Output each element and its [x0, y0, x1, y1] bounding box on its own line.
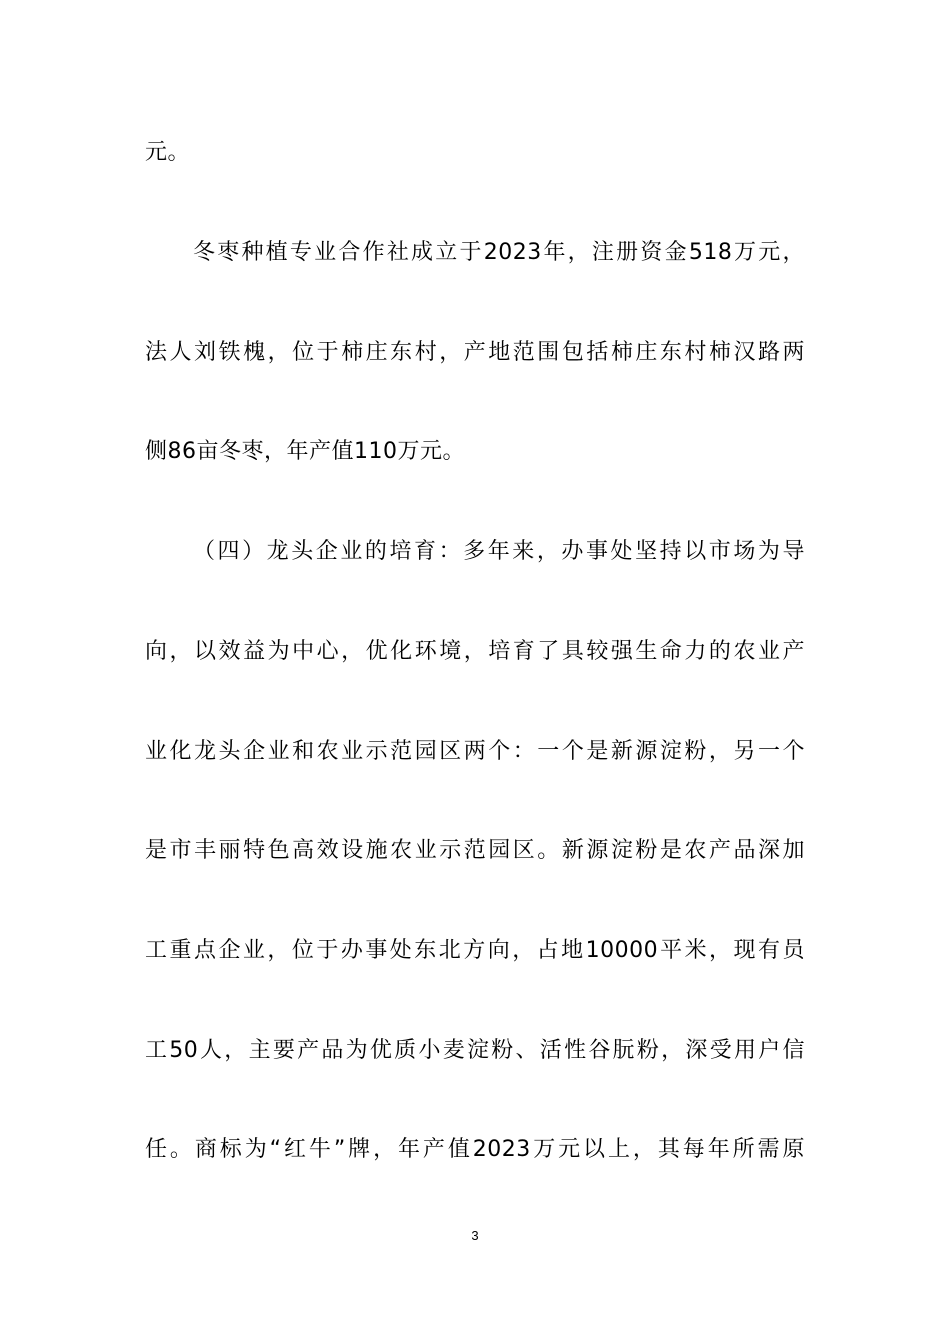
- text-line-7: 业化龙头企业和农业示范园区两个：一个是新源淀粉，另一个: [145, 739, 805, 764]
- text-line-6: 向，以效益为中心，优化环境，培育了具较强生命力的农业产: [145, 639, 805, 664]
- text-line-1: 元。: [145, 140, 191, 165]
- text-line-5: （四）龙头企业的培育：多年来，办事处坚持以市场为导: [193, 539, 805, 564]
- text-line-4: 侧86亩冬枣，年产值110万元。: [145, 439, 465, 464]
- text-line-8: 是市丰丽特色高效设施农业示范园区。新源淀粉是农产品深加: [145, 838, 805, 863]
- page-number: 3: [471, 1228, 479, 1243]
- text-line-2: 冬枣种植专业合作社成立于2023年，注册资金518万元，: [193, 240, 805, 265]
- text-line-3: 法人刘铁槐，位于柿庄东村，产地范围包括柿庄东村柿汉路两: [145, 340, 805, 365]
- text-line-11: 任。商标为“红牛”牌，年产值2023万元以上，其每年所需原: [145, 1137, 805, 1162]
- text-line-9: 工重点企业，位于办事处东北方向，占地10000平米，现有员: [145, 938, 805, 963]
- text-line-10: 工50人，主要产品为优质小麦淀粉、活性谷朊粉，深受用户信: [145, 1038, 805, 1063]
